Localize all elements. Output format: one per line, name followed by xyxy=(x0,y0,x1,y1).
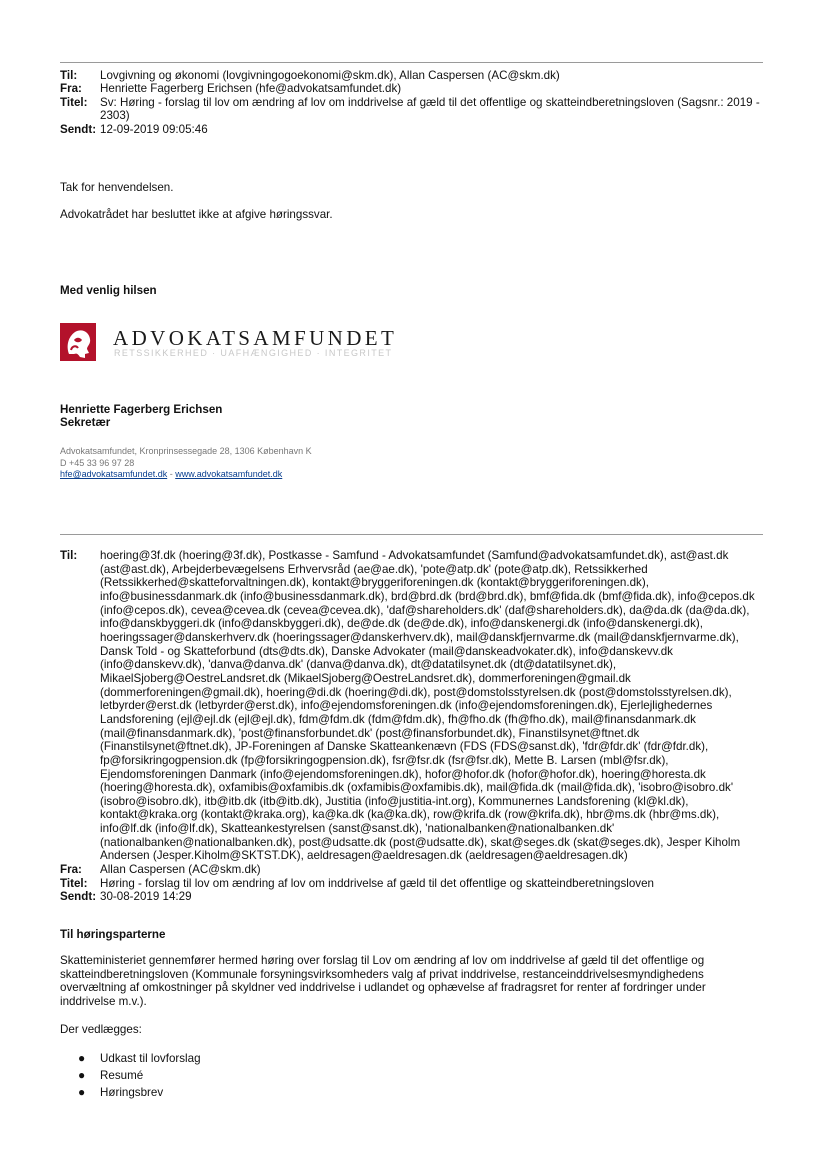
middle-divider xyxy=(60,534,763,535)
advokatsamfundet-logo xyxy=(60,323,398,363)
email1-to-row xyxy=(60,69,770,82)
email2-from-row xyxy=(60,863,770,877)
email2-subject-label: Titel: xyxy=(60,876,88,890)
email1-body-line2: Advokatrådet har besluttet ikke at afgive høringssvar. xyxy=(60,208,333,221)
logo-name: ADVOKATSAMFUNDET xyxy=(113,326,398,350)
logo-tagline: RETSSIKKERHED · UAFHÆNGIGHED · INTEGRITET xyxy=(114,348,393,358)
email1-body-line1: Tak for henvendelsen. xyxy=(60,181,174,194)
email1-subject-value: Sv: Høring - forslag til lov om ændring af lov om inddrivelse af gæld til det offentlige og skatteindberetningsloven (Sagsnr.: 2019 - 2303) xyxy=(100,95,760,123)
email1-from-row xyxy=(60,82,770,95)
email1-from-label: Fra: xyxy=(60,82,82,96)
top-divider xyxy=(60,62,763,63)
email1-to-label: Til: xyxy=(60,69,78,82)
email2-from-value: Allan Caspersen (AC@skm.dk) xyxy=(100,863,261,877)
signature-email-link[interactable]: hfe@advokatsamfundet.dk xyxy=(60,469,168,479)
signature-website-link[interactable]: www.advokatsamfundet.dk xyxy=(175,469,283,479)
attachments-list xyxy=(78,1050,201,1101)
signature-phone: D +45 33 96 97 28 xyxy=(60,457,135,468)
signature-address: Advokatsamfundet, Kronprinsessegade 28, 1306 København K xyxy=(60,446,312,456)
attachment-label: Høringsbrev xyxy=(100,1086,164,1099)
list-item xyxy=(78,1050,201,1067)
email2-to-row xyxy=(60,549,770,863)
email1-header xyxy=(60,69,770,136)
email1-subject-label: Titel: xyxy=(60,95,88,109)
attachment-label: Udkast til lovforslag xyxy=(100,1052,201,1065)
email2-sent-value: 30-08-2019 14:29 xyxy=(100,890,192,904)
email2-from-label: Fra: xyxy=(60,863,82,877)
signature-contact xyxy=(60,446,312,481)
bullet-icon: ● xyxy=(78,1051,86,1065)
signature-links xyxy=(60,469,312,481)
email2-heading: Til høringsparterne xyxy=(60,928,166,941)
advokatsamfundet-logo-icon xyxy=(60,323,96,361)
email2-attached-intro: Der vedlægges: xyxy=(60,1023,142,1036)
email2-to-label: Til: xyxy=(60,549,78,562)
list-item xyxy=(78,1084,201,1101)
email2-header xyxy=(60,549,770,904)
list-item xyxy=(78,1067,201,1084)
signature-title: Sekretær xyxy=(60,416,111,429)
email2-paragraph: Skatteministeriet gennemfører hermed høring over forslag til Lov om ændring af lov om inddrivelse af gæld til det offentlige og skatteindberetningsloven (Kommunale forsyningsvirksomheders valg af privat inddrivelse, restanceinddrivelsesmyndighedens overvæltning af omkostninger på skyldner ved inddrivelse i udlandet og ophævelse af fradragsret for renter af fordringer under inddrivelse m.v.). xyxy=(60,954,706,1008)
bullet-icon: ● xyxy=(78,1068,86,1082)
email2-sent-row xyxy=(60,890,770,904)
signature-name: Henriette Fagerberg Erichsen xyxy=(60,403,223,416)
email2-to-value: hoering@3f.dk (hoering@3f.dk), Postkasse - Samfund - Advokatsamfundet (Samfund@advokatsamfundet.dk), ast@ast.dk (ast@ast.dk), Arbejderbevægelsens Erhvervsråd (ae@ae.dk), 'pote@atp.dk' (pote@atp.dk), Retssikkerhed (Retssikkerhed@skatteforvaltningen.dk), kontakt@bryggeriforeningen.dk (kontakt@bryggeriforeningen.dk), info@businessdanmark.dk (info@businessdanmark.dk), brd@brd.dk (brd@brd.dk), bmf@fida.dk (bmf@fida.dk), info@cepos.dk (info@cepos.dk), cevea@cevea.dk (cevea@cevea.dk), 'daf@shareholders.dk' (daf@shareholders.dk), da@da.dk (da@da.dk), info@danskbyggeri.dk (info@danskbyggeri.dk), de@de.dk (de@de.dk), info@danskenergi.dk (info@danskenergi.dk), hoeringssager@danskerhverv.dk (hoeringssager@danskerhverv.dk), mail@danskfjernvarme.dk (mail@danskfjernvarme.dk), Dansk Told - og Skatteforbund (dts@dts.dk), Danske Advokater (mail@danskeadvokater.dk), info@danskevv.dk (info@danskevv.dk), 'danva@danva.dk' (danva@danva.dk), dt@datatilsynet.dk (dt@datatilsynet.dk), MikaelSjoberg@OestreLandsret.dk (MikaelSjoberg@OestreLandsret.dk), dommerforeningen@gmail.dk (dommerforeningen@gmail.dk), hoering@di.dk (hoering@di.dk), post@domstolsstyrelsen.dk (post@domstolsstyrelsen.dk), letbyrder@erst.dk (letbyrder@erst.dk), info@ejendomsforeningen.dk (info@ejendomsforeningen.dk), Ejerlejlighedernes Landsforening (ejl@ejl.dk (ejl@ejl.dk), fdm@fdm.dk (fdm@fdm.dk), fh@fho.dk (fh@fho.dk), mail@finansdanmark.dk (mail@finansdanmark.dk), 'post@finansforbundet.dk' (post@finansforbundet.dk), Finanstilsynet@ftnet.dk (Finanstilsynet@ftnet.dk), JP-Foreningen af Danske Skatteankenævn (FDS (FDS@sanst.dk), 'fdr@fdr.dk' (fdr@fdr.dk), fp@forsikringogpension.dk (fp@forsikringogpension.dk), fsr@fsr.dk (fsr@fsr.dk), Mette B. Larsen (mbl@fsr.dk), Ejendomsforeningen Danmark (info@ejendomsforeningen.dk), hofor@hofor.dk (hofor@hofor.dk), hoering@horesta.dk (hoering@horesta.dk), oxfamibis@oxfamibis.dk (oxfamibis@oxfamibis.dk), mail@fida.dk (mail@fida.dk), 'isobro@isobro.dk' (isobro@isobro.dk), itb@itb.dk (itb@itb.dk), Justitia (info@justitia-int.org), Kommunernes Landsforening (kl@kl.dk), kontakt@kraka.org (kontakt@kraka.org), ka@ka.dk (ka@ka.dk), row@krifa.dk (row@krifa.dk), hbr@ms.dk (hbr@ms.dk), info@lf.dk (info@lf.dk), Skatteankestyrelsen (sanst@sanst.dk), 'nationalbanken@nationalbanken.dk' (nationalbanken@nationalbanken.dk), post@udsatte.dk (post@udsatte.dk), skat@seges.dk (skat@seges.dk), Jesper Kiholm Andersen (Jesper.Kiholm@SKTST.DK), aeldresagen@aeldresagen.dk (aeldresagen@aeldresagen.dk) xyxy=(100,549,755,863)
bullet-icon: ● xyxy=(78,1085,86,1099)
email1-from-value: Henriette Fagerberg Erichsen (hfe@advokatsamfundet.dk) xyxy=(100,82,402,96)
signature-link-separator: - xyxy=(167,469,176,479)
email1-sent-label: Sendt: xyxy=(60,122,97,136)
email1-sent-value: 12-09-2019 09:05:46 xyxy=(100,122,208,136)
attachment-label: Resumé xyxy=(100,1069,144,1082)
email2-subject-row xyxy=(60,877,770,891)
email2-sent-label: Sendt: xyxy=(60,890,97,904)
email1-to-value: Lovgivning og økonomi (lovgivningogoekonomi@skm.dk), Allan Caspersen (AC@skm.dk) xyxy=(100,69,560,82)
email2-subject-value: Høring - forslag til lov om ændring af lov om inddrivelse af gæld til det offentlige og skatteindberetningsloven xyxy=(100,876,654,890)
email1-subject-row xyxy=(60,96,770,123)
email1-greeting: Med venlig hilsen xyxy=(60,284,157,297)
email1-sent-row xyxy=(60,123,770,136)
